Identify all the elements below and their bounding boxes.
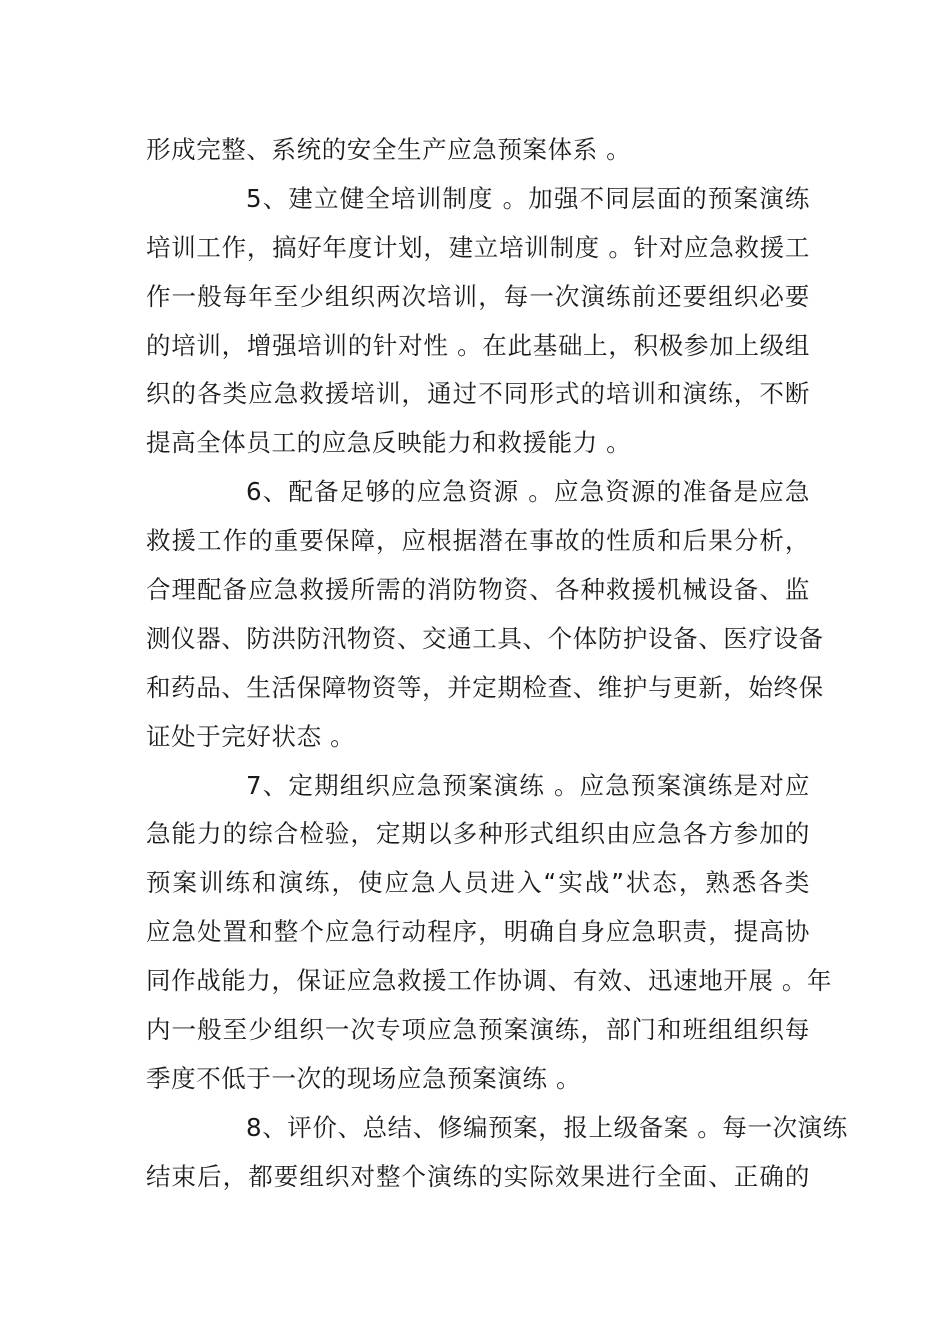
text-line: 内一般至少组织一次专项应急预案演练，部门和班组组织每 (146, 1015, 810, 1045)
paragraph-start-line: 6、配备足够的应急资源 。应急资源的准备是应急 (246, 477, 810, 507)
text-line: 的培训，增强培训的针对性 。在此基础上，积极参加上级组 (146, 330, 810, 360)
text-line: 织的各类应急救援培训，通过不同形式的培训和演练，不断 (146, 379, 810, 409)
text-line: 证处于完好状态 。 (146, 721, 356, 751)
paragraph-start-line: 5、建立健全培训制度 。加强不同层面的预案演练 (246, 183, 810, 213)
text-line: 和药品、生活保障物资等，并定期检查、维护与更新，始终保 (146, 672, 824, 702)
text-line: 救援工作的重要保障，应根据潜在事故的性质和后果分析， (146, 526, 810, 556)
text-line: 季度不低于一次的现场应急预案演练 。 (146, 1063, 582, 1093)
text-line: 测仪器、防洪防汛物资、交通工具、个体防护设备、医疗设备 (146, 623, 824, 653)
text-line: 提高全体员工的应急反映能力和救援能力 。 (146, 428, 632, 458)
text-line: 预案训练和演练，使应急人员进入“实战”状态，熟悉各类 (146, 868, 810, 898)
text-line: 结束后，都要组织对整个演练的实际效果进行全面、正确的 (146, 1161, 810, 1191)
text-line: 形成完整、系统的安全生产应急预案体系 。 (146, 135, 632, 164)
text-line: 培训工作，搞好年度计划，建立培训制度 。针对应急救援工 (146, 232, 810, 262)
text-line: 急能力的综合检验，定期以多种形式组织由应急各方参加的 (146, 819, 810, 849)
document-body (146, 126, 848, 1202)
text-line: 作一般每年至少组织两次培训，每一次演练前还要组织必要 (146, 281, 810, 311)
paragraph-start-line: 8、评价、总结、修编预案，报上级备案 。每一次演练 (246, 1112, 848, 1142)
text-line: 应急处置和整个应急行动程序，明确自身应急职责，提高协 (146, 917, 810, 947)
text-line: 同作战能力，保证应急救援工作协调、有效、迅速地开展 。年 (146, 966, 833, 996)
text-line: 合理配备应急救援所需的消防物资、各种救援机械设备、监 (146, 575, 810, 605)
paragraph-start-line: 7、定期组织应急预案演练 。应急预案演练是对应 (246, 770, 810, 800)
